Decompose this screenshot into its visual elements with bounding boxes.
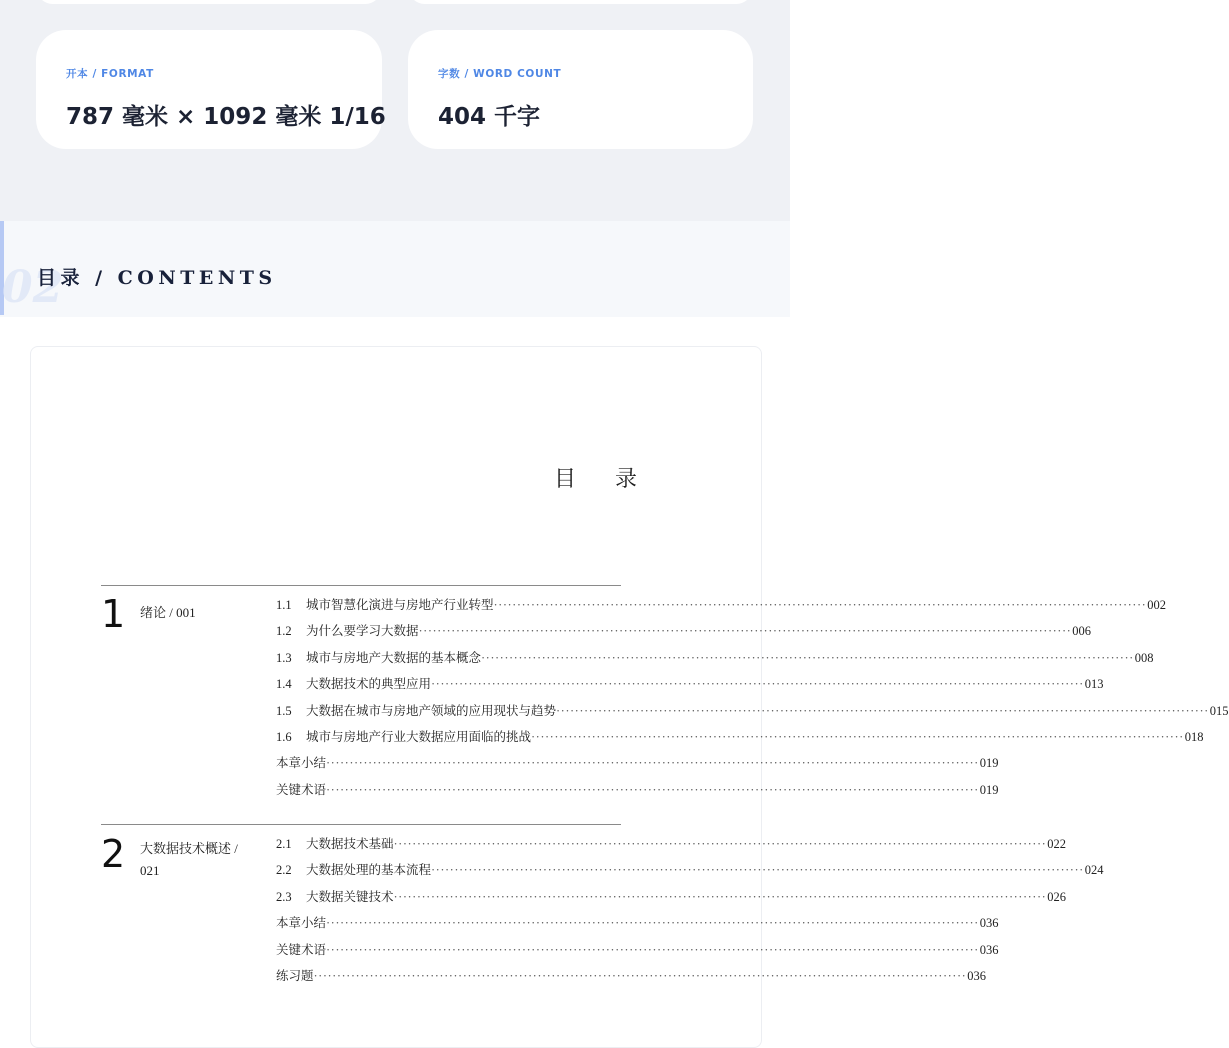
entry-page: 006 — [1072, 624, 1092, 639]
chapter-number: 1 — [101, 592, 126, 636]
info-card-partial — [36, 0, 382, 4]
word-count-card — [408, 30, 753, 149]
entry-title: 关键术语 — [276, 942, 327, 957]
toc-entry — [276, 753, 999, 773]
dot-leader: ············································································································································ — [431, 677, 1084, 692]
entry-page: 026 — [1047, 889, 1067, 904]
chapter-divider — [101, 824, 621, 825]
toc-entry — [276, 887, 1067, 907]
entry-number: 2.2 — [276, 863, 292, 878]
entry-title: 为什么要学习大数据 — [306, 624, 419, 639]
entry-page: 036 — [979, 942, 999, 957]
entry-page: 013 — [1084, 677, 1104, 692]
entry-page: 036 — [967, 969, 987, 983]
entry-page: 018 — [1184, 730, 1204, 744]
book-info-section — [0, 0, 790, 221]
dot-leader: ············································································································································ — [313, 969, 967, 983]
format-value: 787 毫米 × 1092 毫米 1/16 — [66, 104, 386, 130]
entry-number: 2.1 — [276, 837, 292, 851]
entry-title: 关键术语 — [276, 782, 327, 797]
format-card — [36, 30, 386, 149]
entry-number: 1.3 — [276, 650, 292, 665]
entry-page: 008 — [1134, 650, 1154, 665]
entry-title: 本章小结 — [276, 916, 327, 931]
entry-number: 2.3 — [276, 889, 292, 904]
entry-number: 1.5 — [276, 703, 292, 718]
entry-title: 大数据处理的基本流程 — [306, 863, 432, 878]
entry-number: 1.4 — [276, 677, 292, 692]
entry-title: 大数据在城市与房地产领域的应用现状与趋势 — [306, 703, 557, 718]
entry-page: 019 — [979, 782, 999, 797]
dot-leader: ············································································································································ — [531, 730, 1184, 744]
toc-entry — [276, 913, 999, 933]
dot-leader: ············································································································································ — [431, 863, 1084, 878]
entry-number: 1.6 — [276, 730, 292, 744]
dot-leader: ············································································································································ — [418, 624, 1072, 639]
entry-title: 大数据技术的典型应用 — [306, 677, 432, 692]
section-title: 目录 / CONTENTS — [37, 267, 277, 289]
format-label: 开本 / FORMAT — [66, 68, 154, 80]
entry-title: 练习题 — [276, 969, 314, 983]
entry-title: 大数据关键技术 — [306, 889, 394, 904]
dot-leader: ············································································································································ — [393, 889, 1047, 904]
entry-page: 019 — [979, 756, 999, 771]
entry-title: 城市智慧化演进与房地产行业转型 — [306, 598, 494, 612]
toc-entry — [276, 621, 1092, 641]
entry-page: 024 — [1084, 863, 1104, 878]
entry-number: 1.1 — [276, 598, 292, 612]
chapter-title: 绪论 / 001 — [140, 605, 196, 620]
entry-title: 大数据技术基础 — [306, 837, 394, 851]
dot-leader: ············································································································································ — [326, 756, 979, 771]
dot-leader: ············································································································································ — [326, 916, 979, 931]
dot-leader: ············································································································································ — [493, 598, 1147, 612]
entry-page: 015 — [1209, 703, 1229, 718]
entry-title: 本章小结 — [276, 756, 327, 771]
toc-entry — [276, 860, 1104, 880]
chapter-title: 大数据技术概述 / 021 — [140, 841, 238, 878]
chapter-divider — [101, 585, 621, 586]
dot-leader: ············································································································································ — [393, 837, 1047, 851]
word-count-label: 字数 / WORD COUNT — [438, 68, 562, 80]
entry-page: 036 — [979, 916, 999, 931]
toc-title: 目 录 — [554, 467, 653, 492]
dot-leader: ············································································································································ — [326, 942, 979, 957]
toc-entry — [276, 595, 1167, 615]
toc-entry — [276, 780, 999, 800]
dot-leader: ············································································································································ — [326, 782, 979, 797]
toc-entry — [276, 834, 1067, 854]
section-number: 02 — [2, 262, 64, 313]
toc-entry — [276, 648, 1154, 668]
word-count-value: 404 千字 — [438, 104, 541, 130]
entry-number: 1.2 — [276, 624, 292, 639]
entry-title: 城市与房地产行业大数据应用面临的挑战 — [306, 730, 532, 744]
entry-title: 城市与房地产大数据的基本概念 — [306, 650, 482, 665]
entry-page: 002 — [1147, 598, 1167, 612]
dot-leader: ············································································································································ — [556, 703, 1209, 718]
dot-leader: ············································································································································ — [481, 650, 1134, 665]
toc-entry — [276, 727, 1204, 747]
chapter-number: 2 — [101, 832, 126, 876]
toc-entry — [276, 701, 1229, 721]
toc-entry — [276, 940, 999, 960]
toc-entry — [276, 966, 987, 986]
entry-page: 022 — [1047, 837, 1067, 851]
toc-entry — [276, 674, 1104, 694]
info-card-partial — [408, 0, 753, 4]
